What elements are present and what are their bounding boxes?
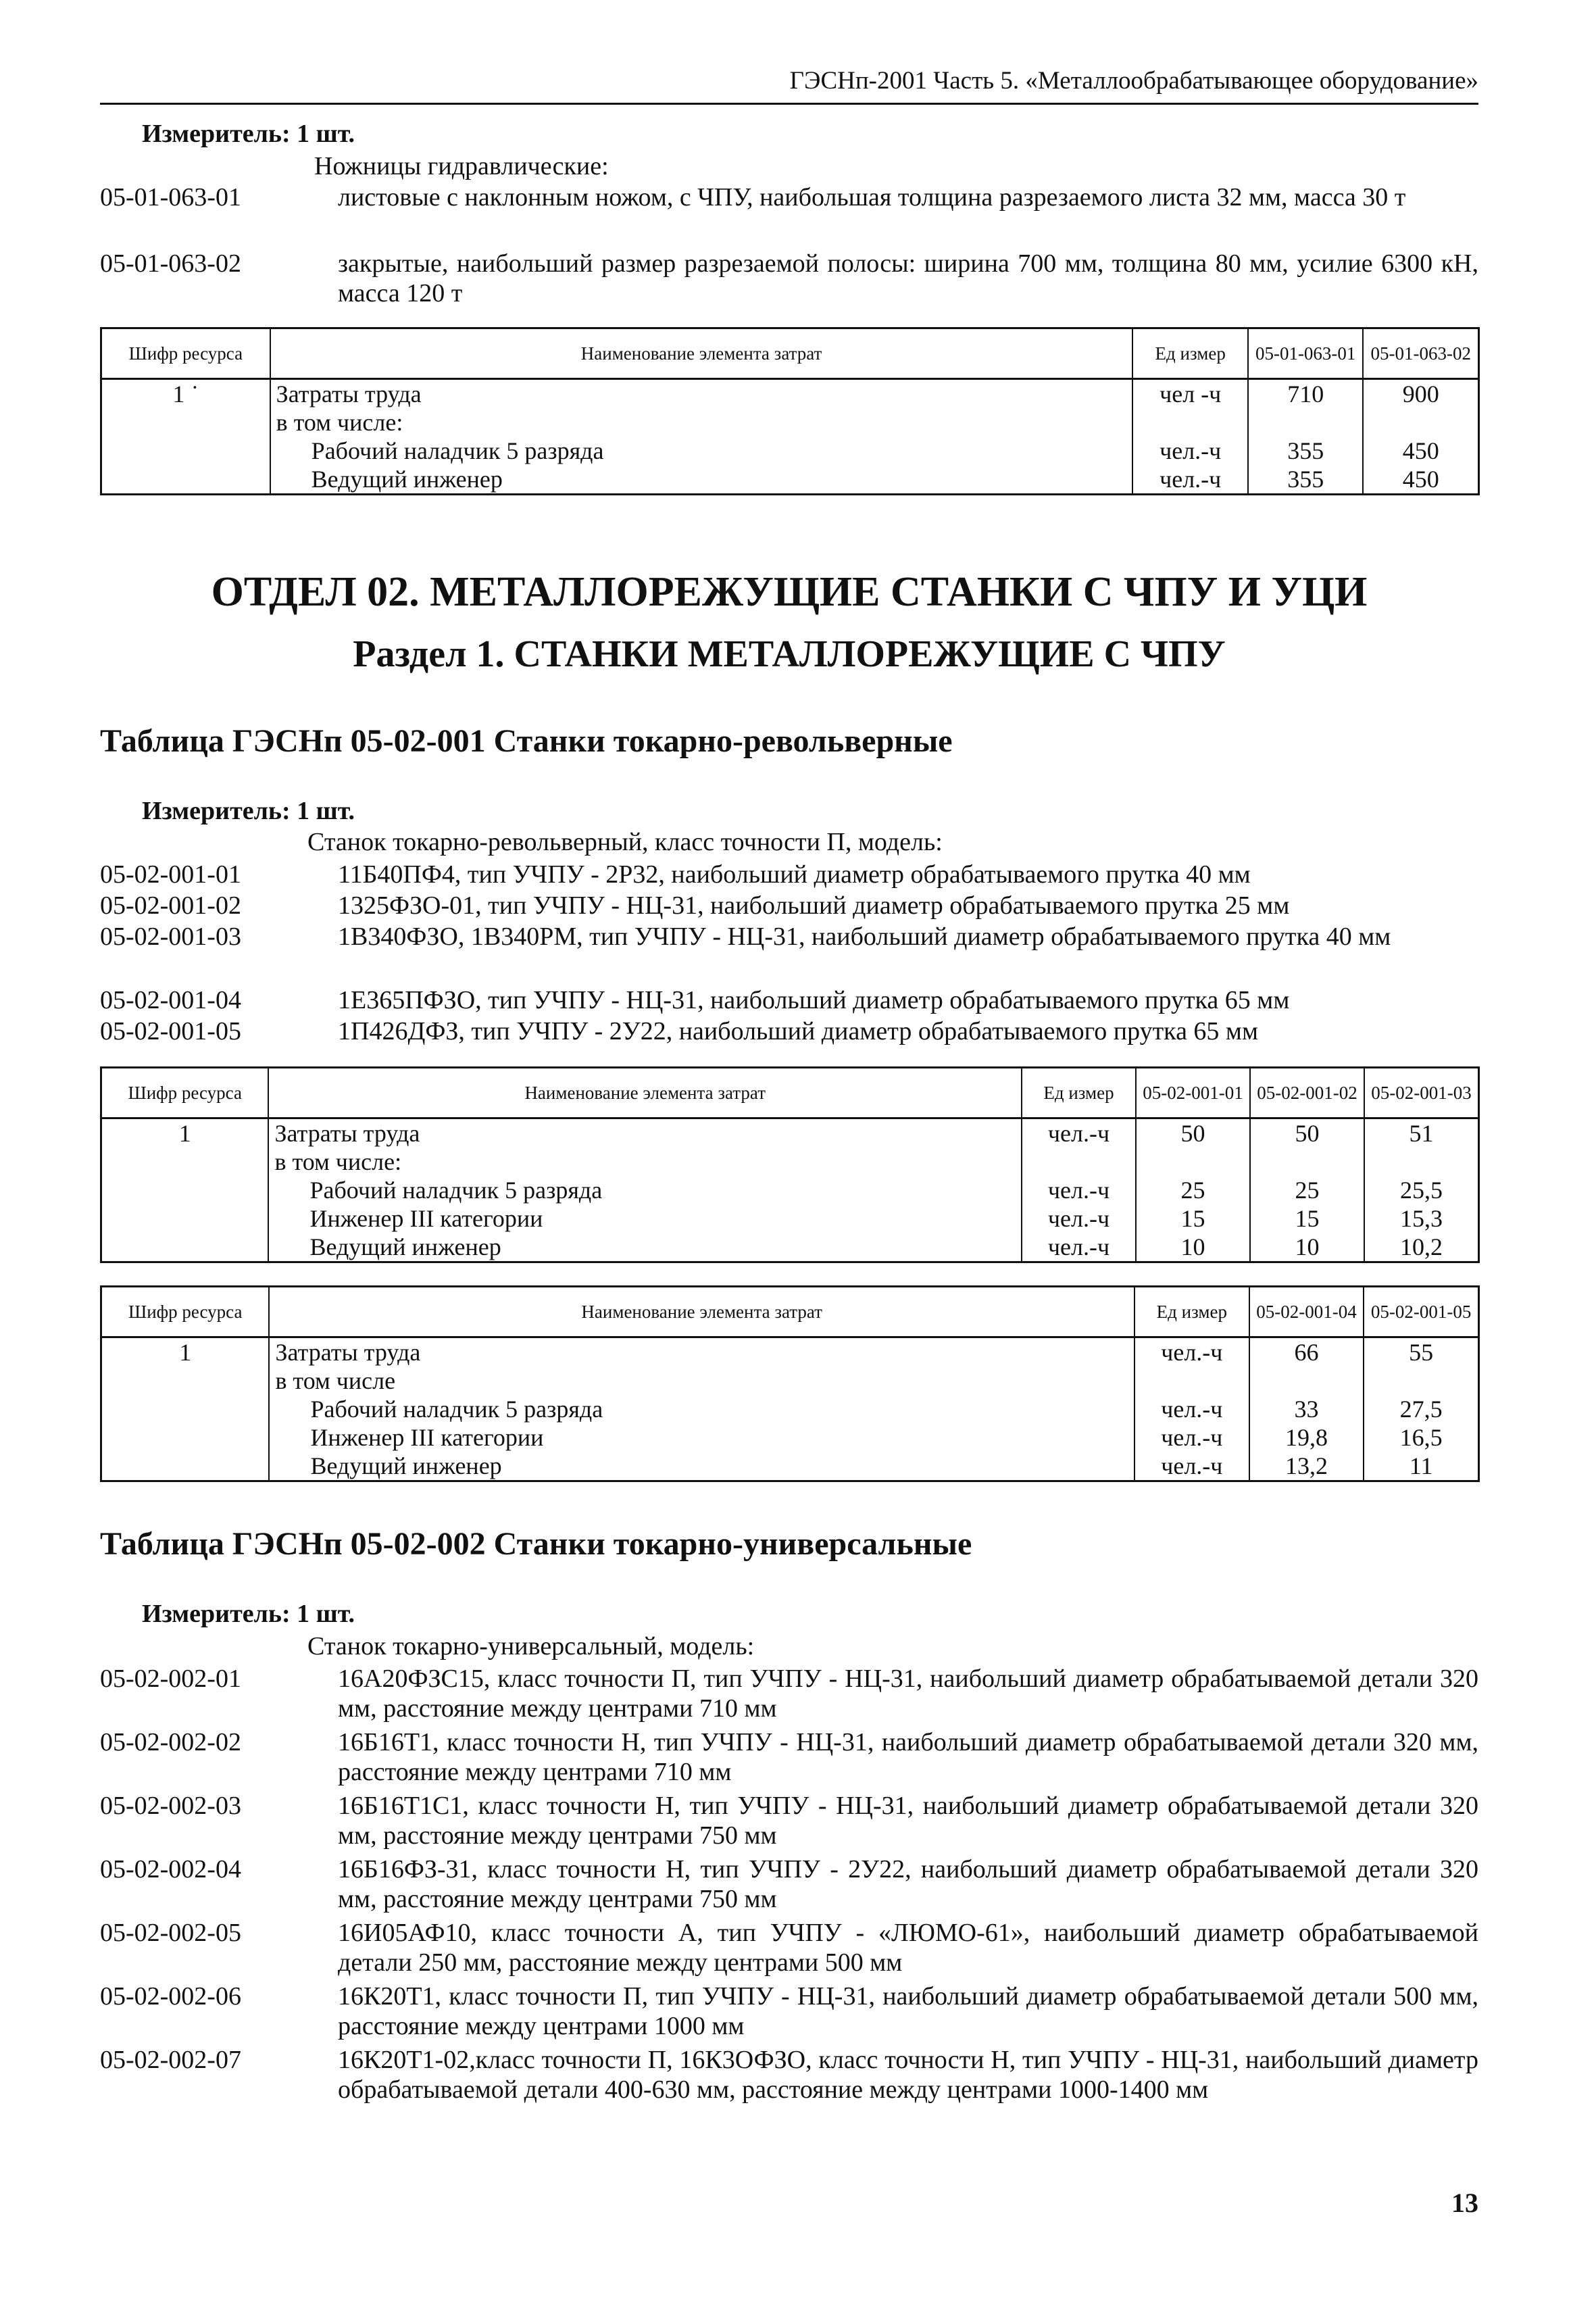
cell-name: Затраты труда: [269, 1337, 1134, 1367]
cell-value: 13,2: [1249, 1452, 1364, 1481]
cell-value: 51: [1364, 1118, 1479, 1148]
cell-value: 25,5: [1364, 1176, 1479, 1204]
item-code: 05-02-001-04: [100, 986, 241, 1014]
item-code: 05-02-001-05: [100, 1017, 241, 1045]
table-row: [101, 1367, 1479, 1395]
cell-value: 33: [1249, 1395, 1364, 1423]
cell-name: в том числе:: [268, 1148, 1022, 1176]
cell-unit: чел.-ч: [1022, 1118, 1136, 1148]
cell-value: [1136, 1148, 1250, 1176]
resource-table: [100, 1285, 1480, 1482]
cell-code: [101, 1395, 270, 1423]
item-text: 16Б16Т1, класс точности Н, тип УЧПУ - НЦ-31, наибольший диаметр обрабатываемой детали 320 мм, расстояние между центрами 710 мм: [338, 1728, 1478, 1786]
item-code: 05-02-002-02: [100, 1728, 241, 1756]
cell-value: 710: [1248, 379, 1364, 409]
col-header: 05-02-001-03: [1364, 1068, 1479, 1118]
running-header: ГЭСНп-2001 Часть 5. «Металлообрабатывающее оборудование»: [789, 67, 1478, 95]
resource-table: [100, 1066, 1480, 1263]
table-title: Таблица ГЭСНп 05-02-002 Станки токарно-универсальные: [100, 1526, 972, 1562]
table-row: [101, 1118, 1479, 1148]
cell-value: [1249, 1367, 1364, 1395]
table-row: [101, 1452, 1479, 1481]
table-row: [101, 1423, 1479, 1452]
item-code: 05-02-001-02: [100, 891, 241, 920]
table-row: [101, 1148, 1479, 1176]
col-header: Наименование элемента затрат: [269, 1287, 1134, 1337]
col-header: 05-02-001-05: [1364, 1287, 1478, 1337]
cell-name: Ведущий инженер: [270, 465, 1133, 495]
cell-unit: чел.-ч: [1134, 1337, 1249, 1367]
cell-unit: чел.-ч: [1132, 465, 1248, 495]
cell-value: 355: [1248, 465, 1364, 495]
cell-value: 16,5: [1364, 1423, 1478, 1452]
resource-table: [100, 327, 1480, 495]
meter-value: 1 шт.: [297, 1600, 355, 1628]
col-header: 05-01-063-02: [1363, 328, 1478, 379]
page-number: 13: [1451, 2188, 1478, 2218]
item-code: 05-02-002-07: [100, 2046, 241, 2074]
cell-unit: чел.-ч: [1134, 1395, 1249, 1423]
cell-name: Рабочий наладчик 5 разряда: [270, 437, 1133, 465]
cell-name: Ведущий инженер: [269, 1452, 1134, 1481]
item-code: 05-02-002-06: [100, 1982, 241, 2011]
cell-code: [101, 1233, 269, 1262]
cell-value: 25: [1250, 1176, 1364, 1204]
meter-value: 1 шт.: [297, 797, 355, 825]
cell-value: 900: [1363, 379, 1478, 409]
cell-unit: чел.-ч: [1134, 1452, 1249, 1481]
cell-name: в том числе:: [270, 408, 1133, 437]
item-text: 16А20ФЗС15, класс точности П, тип УЧПУ - НЦ-31, наибольший диаметр обрабатываемой детали 320 мм, расстояние между центрами 710 мм: [338, 1665, 1478, 1723]
item-text: 1325ФЗО-01, тип УЧПУ - НЦ-31, наибольший диаметр обрабатываемого прутка 25 мм: [338, 891, 1290, 920]
cell-value: 15,3: [1364, 1204, 1479, 1233]
cell-name: Рабочий наладчик 5 разряда: [268, 1176, 1022, 1204]
cell-value: 450: [1363, 437, 1478, 465]
cell-unit: чел -ч: [1132, 379, 1248, 409]
table-row: [101, 1233, 1479, 1262]
cell-value: 10: [1136, 1233, 1250, 1262]
item-text: 1В340ФЗО, 1В340РМ, тип УЧПУ - НЦ-31, наибольший диаметр обрабатываемого прутка 40 мм: [338, 922, 1391, 951]
col-header: Ед измер: [1132, 328, 1248, 379]
col-header: Шифр ресурса: [101, 1287, 270, 1337]
cell-value: 450: [1363, 465, 1478, 495]
item-code: 05-02-001-03: [100, 922, 241, 951]
cell-value: [1250, 1148, 1364, 1176]
col-header: 05-02-001-01: [1136, 1068, 1250, 1118]
section-title: ОТДЕЛ 02. МЕТАЛЛОРЕЖУЩИЕ СТАНКИ С ЧПУ И УЦИ: [211, 569, 1368, 615]
cell-value: [1248, 408, 1364, 437]
meter-label: Измеритель:: [142, 797, 291, 825]
cell-code: 1: [101, 1337, 270, 1367]
cell-name: Ведущий инженер: [268, 1233, 1022, 1262]
item-text: закрытые, наибольший размер разрезаемой полосы: ширина 700 мм, толщина 80 мм, усилие 6300 кН, масса 120 т: [338, 249, 1478, 307]
cell-value: 50: [1136, 1118, 1250, 1148]
cell-code: [101, 465, 270, 495]
cell-value: [1364, 1367, 1478, 1395]
cell-name: Затраты труда: [268, 1118, 1022, 1148]
col-header: Наименование элемента затрат: [268, 1068, 1022, 1118]
meter-label: Измеритель:: [142, 1600, 291, 1628]
col-header: 05-02-001-04: [1249, 1287, 1364, 1337]
item-code: 05-02-002-01: [100, 1665, 241, 1693]
cell-value: 355: [1248, 437, 1364, 465]
meter-line: [142, 1599, 355, 1629]
item-text: 1П426ДФЗ, тип УЧПУ - 2У22, наибольший диаметр обрабатываемого прутка 65 мм: [338, 1017, 1259, 1045]
cell-name: Инженер III категории: [268, 1204, 1022, 1233]
item-text: 16Б16ФЗ-31, класс точности Н, тип УЧПУ - 2У22, наибольший диаметр обрабатываемой детали 320 мм, расстояние между центрами 750 мм: [338, 1855, 1478, 1913]
item-code: 05-01-063-01: [100, 183, 241, 212]
table-row: [101, 1176, 1479, 1204]
section-subtitle: Раздел 1. СТАНКИ МЕТАЛЛОРЕЖУЩИЕ С ЧПУ: [353, 633, 1226, 675]
table-row: [101, 1395, 1479, 1423]
item-code: 05-02-002-04: [100, 1855, 241, 1884]
meter-value: 1 шт.: [297, 120, 355, 148]
meter-line: [142, 796, 355, 826]
col-header: Шифр ресурса: [101, 328, 270, 379]
col-header: Наименование элемента затрат: [270, 328, 1133, 379]
cell-code: [101, 1423, 270, 1452]
cell-unit: [1132, 408, 1248, 437]
col-header: 05-01-063-01: [1248, 328, 1364, 379]
cell-unit: [1134, 1367, 1249, 1395]
cell-unit: чел.-ч: [1022, 1233, 1136, 1262]
item-lead: Станок токарно-револьверный, класс точности П, модель:: [307, 828, 943, 856]
cell-name: в том числе: [269, 1367, 1134, 1395]
cell-unit: чел.-ч: [1132, 437, 1248, 465]
item-code: 05-02-001-01: [100, 860, 241, 889]
cell-value: 27,5: [1364, 1395, 1478, 1423]
meter-line: [142, 119, 355, 149]
cell-value: 10: [1250, 1233, 1364, 1262]
item-lead: Ножницы гидравлические:: [314, 152, 609, 180]
item-text: 16К20Т1, класс точности П, тип УЧПУ - НЦ-31, наибольший диаметр обрабатываемой детали 500 мм, расстояние между центрами 1000 мм: [338, 1982, 1478, 2040]
header-rule: [100, 103, 1478, 105]
cell-value: [1364, 1148, 1479, 1176]
cell-name: Рабочий наладчик 5 разряда: [269, 1395, 1134, 1423]
cell-name: Затраты труда: [270, 379, 1133, 409]
cell-unit: [1022, 1148, 1136, 1176]
table-row: [101, 1337, 1479, 1367]
item-text: 11Б40ПФ4, тип УЧПУ - 2Р32, наибольший диаметр обрабатываемого прутка 40 мм: [338, 860, 1251, 889]
cell-unit: чел.-ч: [1022, 1204, 1136, 1233]
cell-code: [101, 1176, 269, 1204]
table-row: [101, 465, 1479, 495]
cell-code: [101, 1148, 269, 1176]
item-text: 16Б16Т1С1, класс точности Н, тип УЧПУ - НЦ-31, наибольший диаметр обрабатываемой детали 320 мм, расстояние между центрами 750 мм: [338, 1792, 1478, 1850]
item-code: 05-02-002-03: [100, 1792, 241, 1820]
cell-unit: чел.-ч: [1134, 1423, 1249, 1452]
item-text: 16К20Т1-02,класс точности П, 16К3ОФЗО, класс точности Н, тип УЧПУ - НЦ-31, наибольший диаметр обрабатываемой детали 400-630 мм, расстояние между центрами 1000-1400 мм: [338, 2046, 1478, 2104]
col-header: Шифр ресурса: [101, 1068, 269, 1118]
table-title: Таблица ГЭСНп 05-02-001 Станки токарно-револьверные: [100, 723, 953, 759]
cell-value: 11: [1364, 1452, 1478, 1481]
cell-value: 50: [1250, 1118, 1364, 1148]
cell-code: [101, 408, 270, 437]
col-header: Ед измер: [1134, 1287, 1249, 1337]
item-code: 05-01-063-02: [100, 249, 241, 278]
cell-value: 15: [1250, 1204, 1364, 1233]
cell-name: Инженер III категории: [269, 1423, 1134, 1452]
cell-value: 15: [1136, 1204, 1250, 1233]
cell-value: 66: [1249, 1337, 1364, 1367]
cell-value: 55: [1364, 1337, 1478, 1367]
table-row: [101, 1204, 1479, 1233]
item-text: листовые с наклонным ножом, с ЧПУ, наибольшая толщина разрезаемого листа 32 мм, масса 30 т: [338, 183, 1406, 212]
cell-value: 19,8: [1249, 1423, 1364, 1452]
cell-value: 10,2: [1364, 1233, 1479, 1262]
item-code: 05-02-002-05: [100, 1919, 241, 1947]
cell-value: [1363, 408, 1478, 437]
col-header: Ед измер: [1022, 1068, 1136, 1118]
cell-code: [101, 437, 270, 465]
table-row: [101, 408, 1479, 437]
item-text: 1Е365ПФЗО, тип УЧПУ - НЦ-31, наибольший диаметр обрабатываемого прутка 65 мм: [338, 986, 1290, 1014]
cell-code: 1: [101, 1118, 269, 1148]
cell-code: [101, 1367, 270, 1395]
cell-unit: чел.-ч: [1022, 1176, 1136, 1204]
item-text: 16И05АФ10, класс точности А, тип УЧПУ - «ЛЮМО-61», наибольший диаметр обрабатываемой детали 250 мм, расстояние между центрами 500 мм: [338, 1919, 1478, 1977]
cell-code: 1 ˙: [101, 379, 270, 409]
meter-label: Измеритель:: [142, 120, 291, 148]
cell-value: 25: [1136, 1176, 1250, 1204]
cell-code: [101, 1204, 269, 1233]
col-header: 05-02-001-02: [1250, 1068, 1364, 1118]
cell-code: [101, 1452, 270, 1481]
item-lead: Станок токарно-универсальный, модель:: [307, 1632, 755, 1660]
table-row: [101, 437, 1479, 465]
table-row: [101, 379, 1479, 409]
